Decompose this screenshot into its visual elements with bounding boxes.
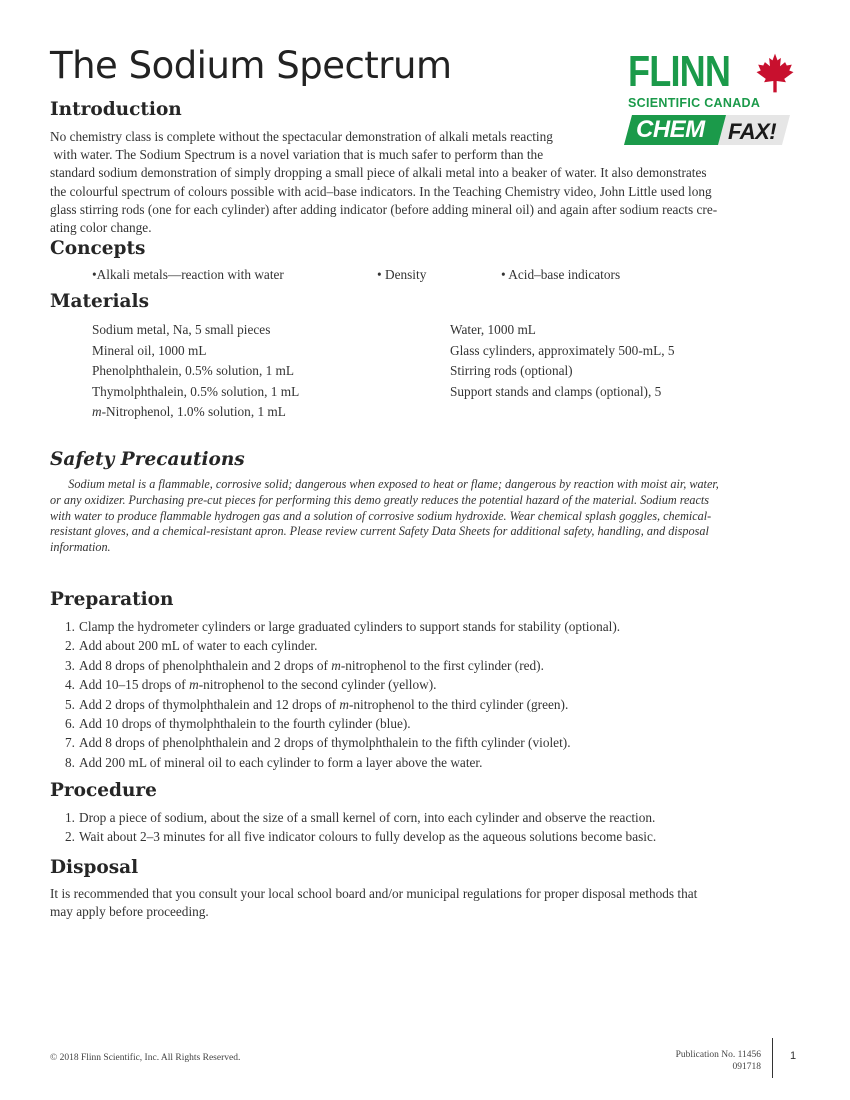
step-number: 1. bbox=[65, 810, 75, 825]
step-number: 8. bbox=[65, 754, 75, 770]
materials-left-column bbox=[92, 320, 299, 423]
materials-heading: Materials bbox=[50, 291, 149, 312]
disposal-line: may apply before proceeding. bbox=[50, 904, 209, 920]
safety-line: Sodium metal is a flammable, corrosive solid; dangerous when exposed to heat or flame; dangerous by reaction with moist air, water, bbox=[50, 477, 719, 491]
italic-prefix: m bbox=[331, 657, 341, 673]
introduction-heading: Introduction bbox=[50, 99, 182, 120]
step-text: Add 10 drops of thymolphthalein to the fourth cylinder (blue). bbox=[79, 716, 411, 732]
intro-line: with water. The Sodium Spectrum is a novel variation that is much safer to perform than the bbox=[50, 147, 544, 163]
material-item: Mineral oil, 1000 mL bbox=[92, 342, 207, 358]
logo-fax: FAX! bbox=[728, 119, 777, 144]
step-text: -nitrophenol to the second cylinder (yellow). bbox=[198, 677, 437, 693]
italic-prefix: m bbox=[189, 677, 199, 693]
concept-item: •Alkali metals—reaction with water bbox=[92, 267, 284, 282]
safety-line: or any oxidizer. Purchasing pre-cut pieces for performing this demo greatly reduces the potential hazard of the material. Sodium reacts bbox=[50, 492, 710, 507]
intro-line: glass stirring rods (one for each cylinder) after adding indicator (before adding mineral oil) and again after sodium reacts cre- bbox=[50, 201, 718, 217]
material-item: Glass cylinders, approximately 500-mL, 5 bbox=[450, 342, 675, 358]
material-item: Phenolphthalein, 0.5% solution, 1 mL bbox=[92, 363, 295, 379]
step-number: 2. bbox=[65, 638, 75, 654]
logo-subtitle: SCIENTIFIC CANADA bbox=[628, 96, 761, 110]
safety-text bbox=[50, 477, 780, 556]
intro-line: ating color change. bbox=[50, 220, 152, 236]
preparation-list bbox=[50, 617, 790, 772]
step-text: Wait about 2–3 minutes for all five indicator colours to fully develop as the aqueous solutions become basic. bbox=[79, 829, 657, 845]
italic-prefix: m bbox=[339, 696, 349, 712]
preparation-step bbox=[50, 656, 790, 675]
material-item: Stirring rods (optional) bbox=[450, 363, 573, 379]
preparation-step bbox=[50, 675, 790, 694]
step-text: Add 200 mL of mineral oil to each cylinder to form a layer above the water. bbox=[79, 754, 483, 770]
logo-chem: CHEM bbox=[636, 116, 705, 143]
step-text: Add 8 drops of phenolphthalein and 2 drops of bbox=[79, 657, 332, 673]
preparation-step bbox=[50, 636, 790, 655]
safety-line: resistant gloves, and a chemical-resistant apron. Please review current Safety Data Sheets for additional safety, handling, and disposal bbox=[50, 524, 709, 539]
step-number: 7. bbox=[65, 735, 75, 751]
step-text: -nitrophenol to the first cylinder (red). bbox=[340, 657, 544, 673]
preparation-step bbox=[50, 695, 790, 714]
step-number: 3. bbox=[65, 657, 75, 673]
step-text: Add 2 drops of thymolphthalein and 12 drops of bbox=[79, 696, 340, 712]
disposal-text bbox=[50, 885, 790, 921]
step-number: 1. bbox=[65, 619, 75, 634]
material-item: Support stands and clamps (optional), 5 bbox=[450, 383, 662, 399]
concepts-heading: Concepts bbox=[50, 238, 146, 259]
safety-heading: Safety Precautions bbox=[50, 449, 245, 470]
concept-item: • Density bbox=[377, 267, 427, 282]
step-number: 2. bbox=[65, 829, 75, 845]
logo-brand: FLINN bbox=[628, 47, 731, 96]
step-number: 5. bbox=[65, 696, 75, 712]
publication-number: Publication No. 11456 bbox=[675, 1050, 761, 1060]
step-text: Clamp the hydrometer cylinders or large graduated cylinders to support stands for stability (optional). bbox=[79, 619, 621, 634]
intro-line: standard sodium demonstration of simply dropping a small piece of alkali metal into a beaker of water. It also demonstrates bbox=[50, 165, 707, 181]
safety-line: information. bbox=[50, 540, 111, 555]
preparation-step bbox=[50, 753, 790, 772]
disposal-line: It is recommended that you consult your local school board and/or municipal regulations for proper disposal methods that bbox=[50, 886, 698, 901]
copyright: © 2018 Flinn Scientific, Inc. All Rights Reserved. bbox=[50, 1053, 241, 1063]
intro-line: the colourful spectrum of colours possible with acid–base indicators. In the Teaching Chemistry video, John Little used long bbox=[50, 183, 712, 199]
introduction-text bbox=[50, 128, 790, 237]
preparation-heading: Preparation bbox=[50, 589, 174, 610]
safety-line: with water to produce flammable hydrogen gas and a solution of corrosive sodium hydroxide. Wear chemical splash goggles, chemical- bbox=[50, 508, 712, 523]
preparation-step bbox=[50, 714, 790, 733]
publication-info bbox=[650, 1049, 761, 1073]
step-text: Add 8 drops of phenolphthalein and 2 drops of thymolphthalein to the fifth cylinder (violet). bbox=[79, 735, 571, 751]
italic-prefix: m bbox=[92, 404, 102, 420]
procedure-list bbox=[50, 808, 790, 847]
footer-divider bbox=[772, 1038, 773, 1078]
procedure-heading: Procedure bbox=[50, 780, 157, 801]
step-number: 4. bbox=[65, 677, 75, 693]
page-title: The Sodium Spectrum bbox=[50, 44, 452, 87]
intro-line: No chemistry class is complete without the spectacular demonstration of alkali metals reacting bbox=[50, 129, 553, 144]
material-item: Sodium metal, Na, 5 small pieces bbox=[92, 322, 271, 337]
material-item bbox=[92, 402, 299, 423]
preparation-step bbox=[50, 733, 790, 752]
disposal-heading: Disposal bbox=[50, 857, 139, 878]
step-text: Add 10–15 drops of bbox=[79, 677, 190, 693]
step-text: -nitrophenol to the third cylinder (green). bbox=[348, 696, 569, 712]
maple-leaf-icon bbox=[754, 52, 796, 94]
materials-right-column bbox=[450, 320, 675, 402]
step-text: Add about 200 mL of water to each cylinder. bbox=[79, 638, 318, 654]
procedure-step bbox=[50, 808, 790, 827]
procedure-step bbox=[50, 827, 790, 846]
concept-item: • Acid–base indicators bbox=[501, 267, 621, 282]
publication-code: 091718 bbox=[732, 1062, 761, 1072]
page-number: 1 bbox=[790, 1050, 797, 1062]
step-number: 6. bbox=[65, 716, 75, 732]
preparation-step bbox=[50, 617, 790, 636]
material-item-text: -Nitrophenol, 1.0% solution, 1 mL bbox=[101, 404, 286, 420]
material-item: Water, 1000 mL bbox=[450, 322, 536, 337]
step-text: Drop a piece of sodium, about the size of a small kernel of corn, into each cylinder and observe the reaction. bbox=[79, 810, 656, 825]
material-item: Thymolphthalein, 0.5% solution, 1 mL bbox=[92, 383, 300, 399]
